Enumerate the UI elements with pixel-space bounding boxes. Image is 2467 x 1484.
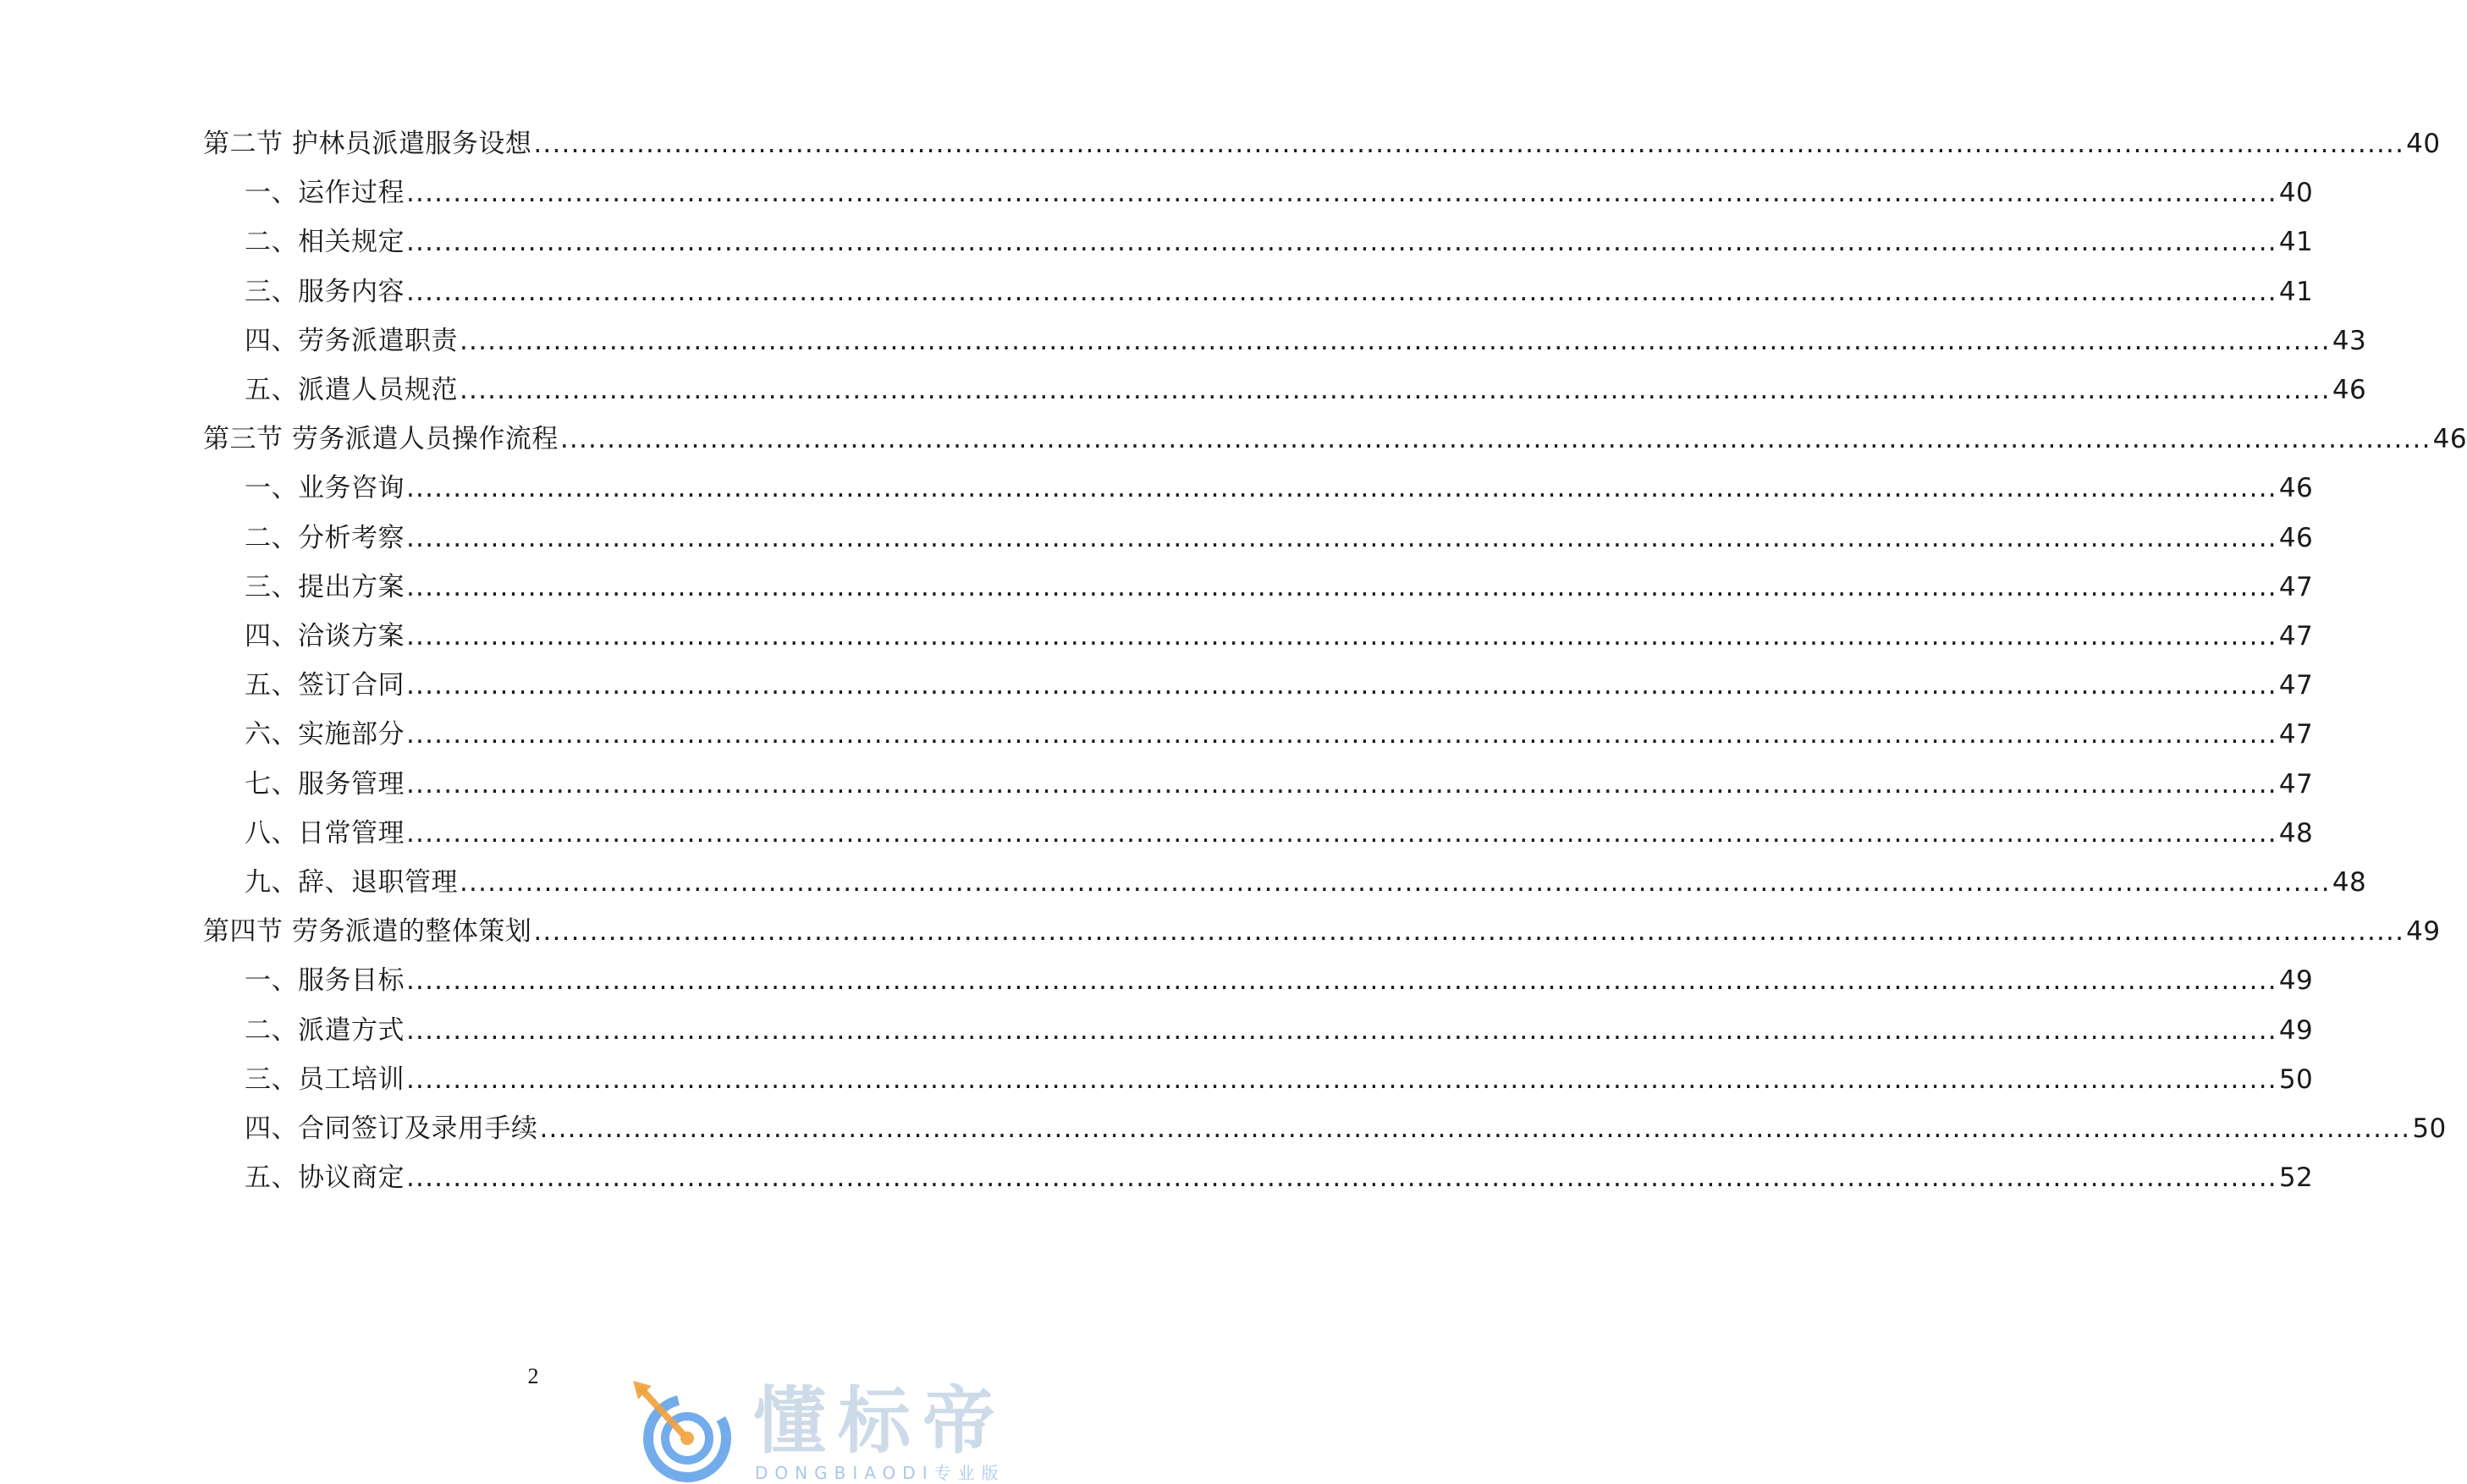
- toc-entry-label: 三、提出方案: [245, 571, 405, 602]
- toc-entry-page: 47: [2278, 719, 2314, 750]
- toc-entry-page: 49: [2406, 916, 2441, 948]
- target-arrow-icon: [626, 1379, 736, 1484]
- toc-entry-page: 47: [2278, 670, 2314, 701]
- toc-entry-label: 七、服务管理: [245, 768, 405, 800]
- toc-subsection-row[interactable]: [0, 764, 2314, 805]
- toc-row-content: [245, 518, 2314, 558]
- toc-row-content: [245, 665, 2314, 706]
- toc-subsection-row[interactable]: [0, 518, 2314, 558]
- toc-row-content: [245, 272, 2314, 312]
- toc-entry-label: 九、辞、退职管理: [245, 867, 458, 898]
- toc-subsection-row[interactable]: [0, 222, 2314, 262]
- toc-entry-page: 47: [2278, 571, 2314, 602]
- toc-row-content: [245, 1059, 2314, 1100]
- toc-entry-label: 八、日常管理: [245, 817, 405, 849]
- toc-subsection-row[interactable]: [0, 665, 2314, 706]
- toc-subsection-row[interactable]: [0, 960, 2314, 1001]
- toc-subsection-row[interactable]: [0, 370, 2367, 410]
- toc-entry-page: 50: [2412, 1113, 2447, 1144]
- toc-row-content: [245, 173, 2314, 213]
- toc-entry-page: 50: [2278, 1064, 2314, 1095]
- page-number: 2: [527, 1364, 539, 1388]
- watermark: [626, 1379, 1033, 1484]
- toc-dot-leader: ........................................................................................................................................................................................................: [406, 522, 2277, 553]
- toc-entry-page: 46: [2278, 473, 2314, 504]
- toc-dot-leader: ........................................................................................................................................................................................................: [406, 473, 2277, 504]
- toc-subsection-row[interactable]: [0, 468, 2314, 508]
- toc-dot-leader: ........................................................................................................................................................................................................: [406, 768, 2277, 800]
- toc-dot-leader: ........................................................................................................................................................................................................: [406, 965, 2277, 997]
- toc-entry-label: 第四节 劳务派遣的整体策划: [203, 916, 532, 948]
- toc-row-content: [245, 813, 2314, 854]
- toc-dot-leader: ........................................................................................................................................................................................................: [406, 227, 2277, 258]
- toc-row-content: [245, 862, 2367, 903]
- toc-subsection-row[interactable]: [0, 173, 2314, 213]
- watermark-subtitle: DONGBIAODI专业版: [755, 1463, 1005, 1483]
- toc-dot-leader: ........................................................................................................................................................................................................: [406, 621, 2277, 651]
- toc-entry-page: 40: [2278, 178, 2314, 209]
- toc-entry-label: 四、劳务派遣职责: [245, 325, 458, 356]
- toc-entry-page: 47: [2278, 621, 2314, 651]
- toc-entry-label: 二、相关规定: [245, 227, 405, 258]
- toc-row-content: [245, 468, 2314, 508]
- toc-dot-leader: ........................................................................................................................................................................................................: [406, 276, 2277, 307]
- toc-section-row[interactable]: [0, 911, 2441, 952]
- toc-row-content: [245, 370, 2367, 410]
- toc-row-content: [245, 321, 2367, 361]
- toc-entry-page: 48: [2278, 817, 2314, 849]
- toc-entry-page: 43: [2332, 325, 2367, 356]
- toc-dot-leader: ........................................................................................................................................................................................................: [539, 1113, 2411, 1144]
- toc-dot-leader: ........................................................................................................................................................................................................: [533, 916, 2405, 948]
- toc-row-content: [245, 960, 2314, 1001]
- toc-entry-page: 48: [2332, 867, 2367, 898]
- toc-subsection-row[interactable]: [0, 1157, 2314, 1198]
- toc-subsection-row[interactable]: [0, 1010, 2314, 1051]
- toc-subsection-row[interactable]: [0, 813, 2314, 854]
- toc-dot-leader: ........................................................................................................................................................................................................: [406, 178, 2277, 209]
- toc-entry-label: 一、业务咨询: [245, 473, 405, 504]
- toc-entry-label: 五、签订合同: [245, 670, 405, 701]
- toc-row-content: [245, 616, 2314, 657]
- toc-row-content: [245, 1157, 2314, 1198]
- toc-entry-page: 46: [2332, 375, 2367, 405]
- toc-dot-leader: ........................................................................................................................................................................................................: [406, 1162, 2277, 1194]
- toc-entry-page: 46: [2432, 424, 2467, 455]
- toc-entry-label: 五、协议商定: [245, 1162, 405, 1194]
- toc-row-content: [245, 764, 2314, 805]
- toc-entry-page: 40: [2406, 129, 2441, 159]
- toc-row-content: [245, 714, 2314, 755]
- toc-row-content: [245, 1010, 2314, 1051]
- toc-dot-leader: ........................................................................................................................................................................................................: [533, 129, 2405, 159]
- toc-entry-page: 41: [2278, 227, 2314, 258]
- toc-subsection-row[interactable]: [0, 714, 2314, 755]
- toc-entry-label: 五、派遣人员规范: [245, 375, 458, 405]
- toc-entry-label: 四、洽谈方案: [245, 621, 405, 651]
- toc-dot-leader: ........................................................................................................................................................................................................: [460, 867, 2331, 898]
- toc-entry-page: 49: [2278, 1014, 2314, 1046]
- toc-row-content: [203, 911, 2441, 952]
- toc-entry-label: 二、分析考察: [245, 522, 405, 553]
- toc-section-row[interactable]: [0, 124, 2441, 164]
- toc-row-content: [245, 222, 2314, 262]
- toc-dot-leader: ........................................................................................................................................................................................................: [559, 424, 2431, 455]
- toc-subsection-row[interactable]: [0, 862, 2367, 903]
- toc-entry-label: 三、员工培训: [245, 1064, 405, 1095]
- toc-dot-leader: ........................................................................................................................................................................................................: [460, 325, 2331, 356]
- toc-subsection-row[interactable]: [0, 1059, 2314, 1100]
- toc-entry-page: 52: [2278, 1162, 2314, 1194]
- toc-row-content: [203, 124, 2441, 164]
- toc-subsection-row[interactable]: [0, 1108, 2447, 1149]
- toc-entry-page: 41: [2278, 276, 2314, 307]
- toc-row-content: [203, 419, 2467, 459]
- toc-entry-label: 第三节 劳务派遣人员操作流程: [203, 424, 559, 455]
- toc-entry-label: 四、合同签订及录用手续: [245, 1113, 538, 1144]
- toc-entry-page: 49: [2278, 965, 2314, 997]
- toc-dot-leader: ........................................................................................................................................................................................................: [406, 1064, 2277, 1095]
- toc-entry-label: 一、服务目标: [245, 965, 405, 997]
- toc-entry-page: 47: [2278, 768, 2314, 800]
- toc-entry-page: 46: [2278, 522, 2314, 553]
- toc-entry-label: 三、服务内容: [245, 276, 405, 307]
- toc-row-content: [245, 567, 2314, 607]
- toc-dot-leader: ........................................................................................................................................................................................................: [406, 719, 2277, 750]
- toc-entry-label: 二、派遣方式: [245, 1014, 405, 1046]
- toc-row-content: [245, 1108, 2447, 1149]
- toc-dot-leader: ........................................................................................................................................................................................................: [406, 1014, 2277, 1046]
- toc-subsection-row[interactable]: [0, 321, 2367, 361]
- toc-dot-leader: ........................................................................................................................................................................................................: [460, 375, 2331, 405]
- toc-subsection-row[interactable]: [0, 567, 2314, 607]
- toc-entry-label: 一、运作过程: [245, 178, 405, 209]
- toc-entry-label: 六、实施部分: [245, 719, 405, 750]
- toc-dot-leader: ........................................................................................................................................................................................................: [406, 817, 2277, 849]
- toc-dot-leader: ........................................................................................................................................................................................................: [406, 670, 2277, 701]
- watermark-brand: 懂标帝: [753, 1379, 1007, 1464]
- toc-dot-leader: ........................................................................................................................................................................................................: [406, 571, 2277, 602]
- toc-subsection-row[interactable]: [0, 272, 2314, 312]
- toc-section-row[interactable]: [0, 419, 2467, 459]
- toc-subsection-row[interactable]: [0, 616, 2314, 657]
- toc-entry-label: 第二节 护林员派遣服务设想: [203, 129, 532, 159]
